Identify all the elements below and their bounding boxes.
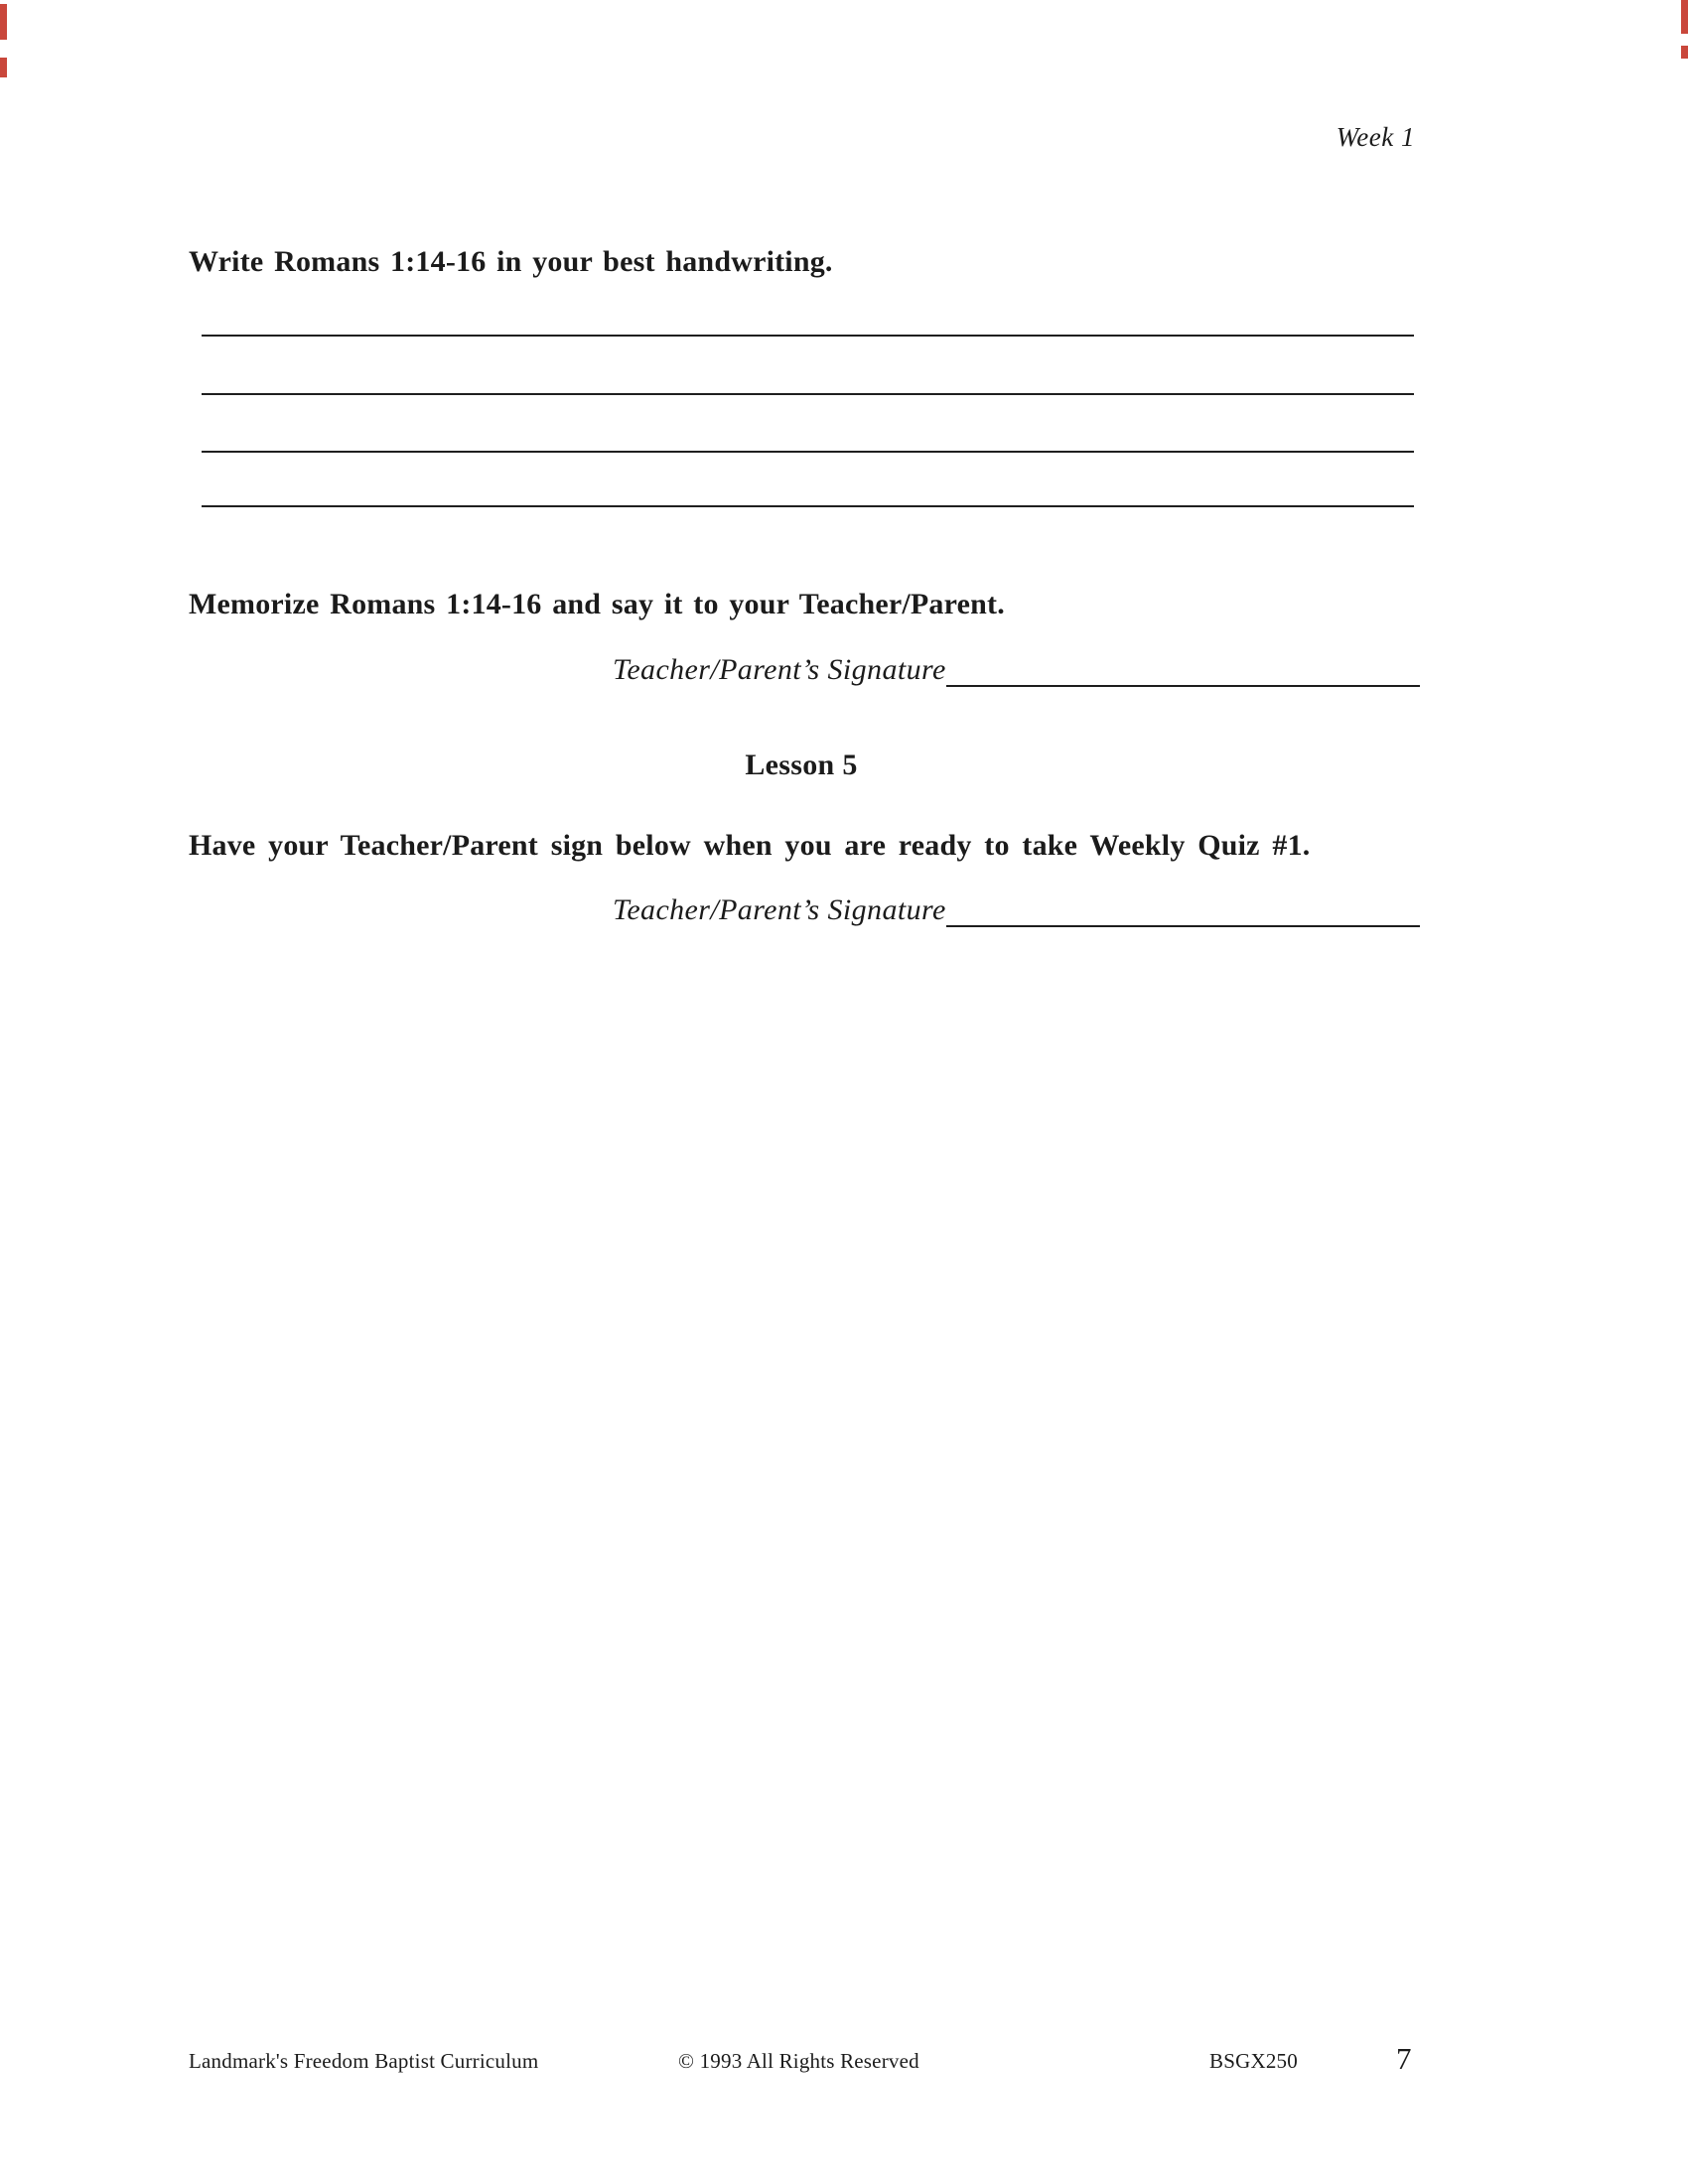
teacher-parent-signature-label: Teacher/Parent’s Signature <box>613 892 946 926</box>
page-number: 7 <box>1396 2041 1412 2076</box>
write-instruction-heading: Write Romans 1:14-16 in your best handwriting. <box>189 245 833 278</box>
signature-row <box>613 891 1420 927</box>
signature-blank-line <box>946 675 1420 687</box>
left-edge-scan-mark <box>0 4 7 40</box>
handwriting-blank-line <box>202 505 1414 507</box>
quiz-instruction-heading: Have your Teacher/Parent sign below when you are ready to take Weekly Quiz #1. <box>189 829 1311 862</box>
handwriting-blank-line <box>202 393 1414 395</box>
lesson-heading: Lesson 5 <box>745 749 858 781</box>
footer-copyright-text: © 1993 All Rights Reserved <box>678 2049 919 2073</box>
footer-course-code: BSGX250 <box>1209 2049 1298 2073</box>
signature-row <box>613 651 1420 687</box>
left-edge-scan-mark <box>0 58 7 77</box>
teacher-parent-signature-label: Teacher/Parent’s Signature <box>613 652 946 686</box>
memorize-instruction-heading: Memorize Romans 1:14-16 and say it to your Teacher/Parent. <box>189 588 1005 620</box>
right-edge-scan-mark <box>1681 0 1688 34</box>
signature-blank-line <box>946 915 1420 927</box>
handwriting-blank-line <box>202 451 1414 453</box>
handwriting-blank-line <box>202 335 1414 337</box>
right-edge-scan-mark <box>1681 46 1688 59</box>
week-header-label: Week 1 <box>1336 122 1415 152</box>
footer-publisher-text: Landmark's Freedom Baptist Curriculum <box>189 2049 539 2073</box>
